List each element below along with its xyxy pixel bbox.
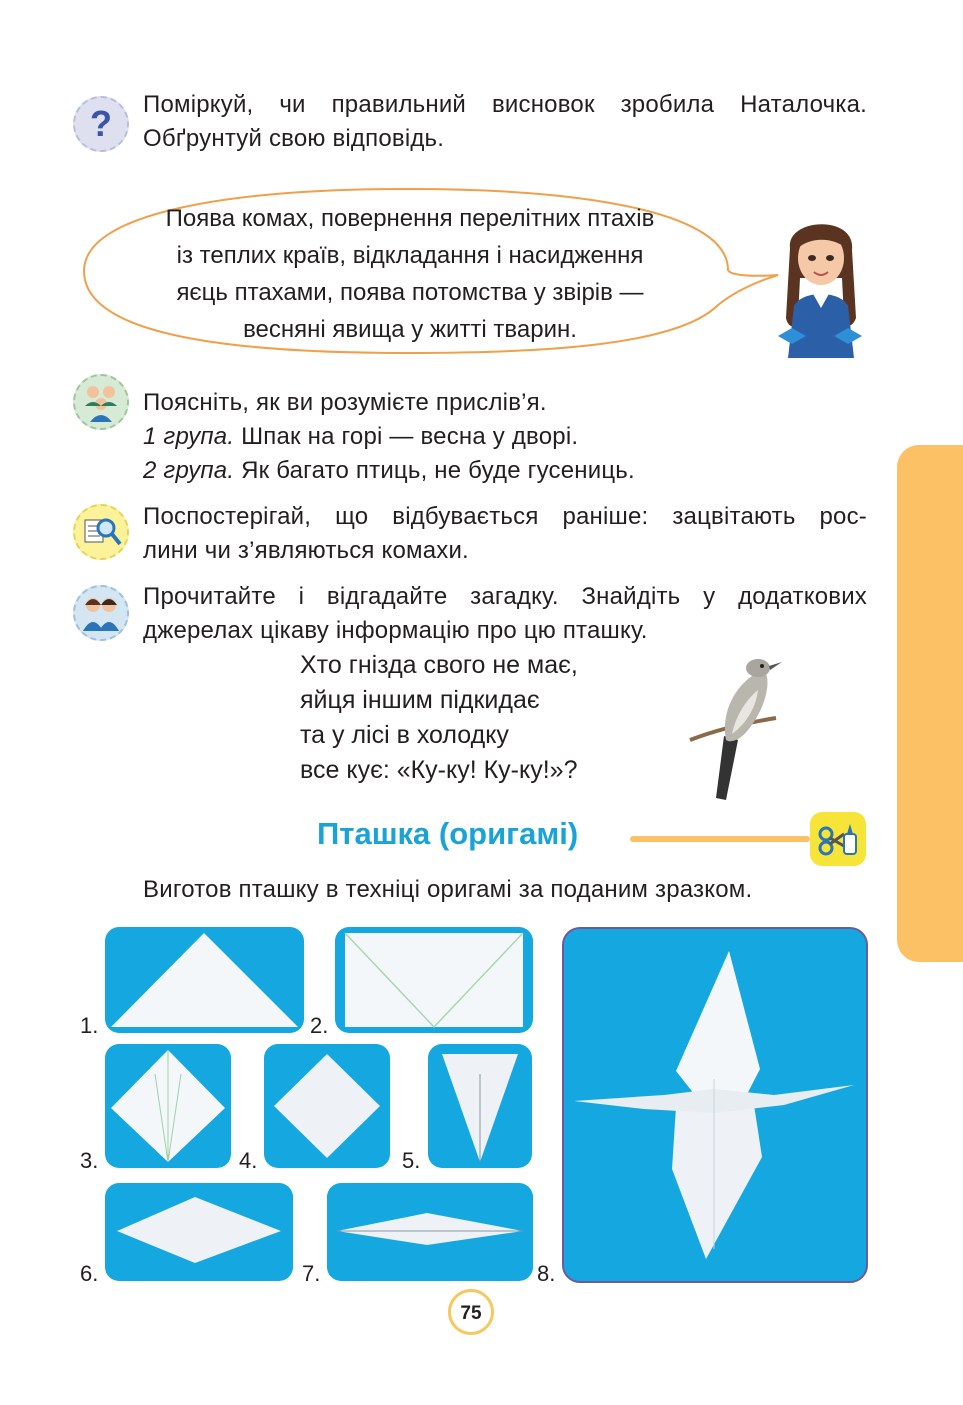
bubble-line: Поява комах, повернення перелітних птахів bbox=[165, 205, 655, 232]
group-2-proverb: Як багато птиць, не буде гусениць. bbox=[234, 457, 635, 484]
svg-text:?: ? bbox=[90, 103, 112, 144]
origami-instruction: Виготов пташку в техніці оригамі за поданим зразком. bbox=[143, 876, 753, 903]
origami-step-3-image bbox=[105, 1044, 231, 1168]
origami-step-2-image bbox=[335, 927, 533, 1033]
group-work-icon bbox=[73, 374, 129, 430]
origami-step-1-image bbox=[105, 927, 304, 1033]
pair-line-2: джерелах цікаву інформацію про цю пташку. bbox=[143, 617, 648, 644]
riddle bbox=[300, 648, 578, 788]
bubble-line: яєць птахами, поява потомства у звірів — bbox=[176, 279, 644, 306]
scissors-glue-icon bbox=[810, 812, 866, 866]
pair-line-1: Прочитайте і відгадайте загадку. Знайдіть у додаткових bbox=[143, 583, 867, 610]
bubble-line: весняні явища у житті тварин. bbox=[243, 316, 577, 343]
group-1-label: 1 група. bbox=[143, 423, 235, 450]
origami-title: Пташка (оригамі) bbox=[317, 816, 579, 851]
side-tab bbox=[897, 445, 963, 962]
origami-step-8-image bbox=[562, 927, 868, 1283]
groups-line-2 bbox=[143, 420, 578, 454]
step-label: 7. bbox=[302, 1261, 321, 1286]
origami-step-6-image bbox=[105, 1183, 293, 1281]
origami-step-5-image bbox=[428, 1044, 532, 1168]
group-2-label: 2 група. bbox=[143, 457, 235, 484]
origami-step-7-image bbox=[327, 1183, 533, 1281]
step-label: 8. bbox=[537, 1261, 556, 1286]
step-label: 1. bbox=[80, 1013, 99, 1038]
question-mark-icon bbox=[73, 96, 129, 152]
bubble-text bbox=[110, 200, 710, 348]
riddle-line: все кує: «Ку-ку! Ку-ку!»? bbox=[300, 756, 578, 784]
page-number: 75 bbox=[448, 1289, 494, 1335]
observe-line-2: лини чи з’являються комахи. bbox=[143, 537, 469, 564]
girl-illustration bbox=[772, 208, 870, 358]
step-label: 4. bbox=[239, 1148, 258, 1173]
groups-line-3 bbox=[143, 454, 635, 488]
step-label: 2. bbox=[310, 1013, 329, 1038]
magnifier-icon bbox=[73, 504, 129, 560]
think-line-1: Поміркуй, чи правильний висновок зробила Наталочка. bbox=[143, 91, 867, 118]
groups-line-1: Поясніть, як ви розумієте прислів’я. bbox=[143, 389, 547, 416]
riddle-line: та у лісі в холодку bbox=[300, 721, 509, 749]
observe-line-1: Поспостерігай, що відбувається раніше: зацвітають рос- bbox=[143, 503, 867, 530]
step-label: 3. bbox=[80, 1148, 99, 1173]
think-line-2: Обґрунтуй свою відповідь. bbox=[143, 125, 445, 152]
cuckoo-bird-illustration bbox=[686, 648, 796, 804]
step-label: 5. bbox=[402, 1148, 421, 1173]
origami-step-4-image bbox=[264, 1044, 390, 1168]
group-1-proverb: Шпак на горі — весна у дворі. bbox=[234, 423, 579, 450]
pair-work-icon bbox=[73, 585, 129, 641]
bubble-line: із теплих країв, відкладання і насидження bbox=[176, 242, 644, 269]
riddle-line: яйця іншим підкидає bbox=[300, 686, 540, 714]
step-label: 6. bbox=[80, 1261, 99, 1286]
riddle-line: Хто гнізда свого не має, bbox=[300, 651, 578, 679]
title-underline bbox=[630, 836, 810, 842]
